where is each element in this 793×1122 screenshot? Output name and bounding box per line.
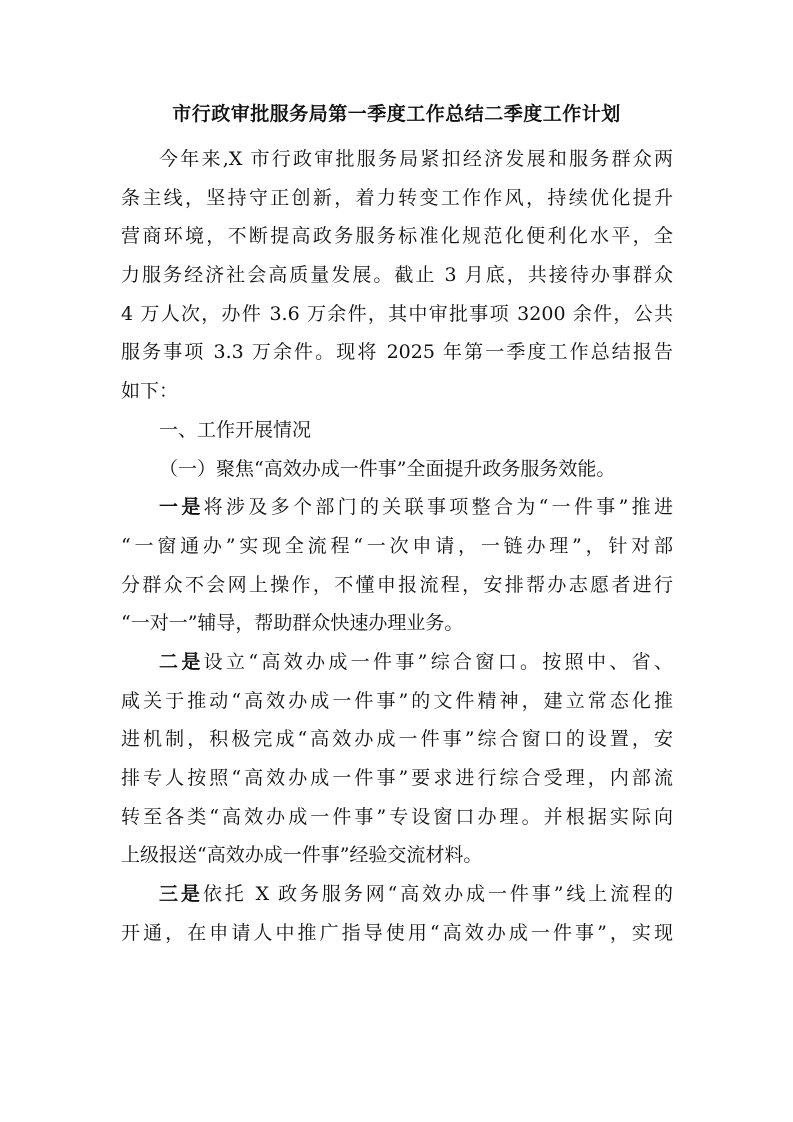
point-line: “一窗通办”实现全流程“一次申请，一链办理”，针对部 <box>121 534 673 557</box>
point-first-line <box>121 875 673 914</box>
point-line: 排专人按照“高效办成一件事”要求进行综合受理，内部流 <box>121 767 673 789</box>
point-first-line <box>121 643 673 682</box>
intro-line: 今年来,X 市行政审批服务局紧扣经济发展和服务群众两 <box>159 148 673 170</box>
point-lead: 二是 <box>159 650 204 673</box>
section-heading: 一、工作开展情况 <box>159 418 312 441</box>
point-line: 分群众不会网上操作，不懂申报流程，安排帮办志愿者进行 <box>121 573 673 596</box>
point-line: 上级报送“高效办成一件事”经验交流材料。 <box>121 844 483 867</box>
point-lead: 三是 <box>159 883 203 906</box>
intro-line: 营商环境，不断提高政务服务标准化规范化便利化水平，全 <box>121 225 673 248</box>
document-body <box>121 140 673 952</box>
point-text: 将涉及多个部门的关联事项整合为“一件事”推进 <box>203 496 673 519</box>
point-line: 进机制，积极完成“高效办成一件事”综合窗口的设置，安 <box>121 728 673 751</box>
subsection-heading: （一）聚焦“高效办成一件事”全面提升政务服务效能。 <box>159 457 616 480</box>
point-text: 依托 X 政务服务网“高效办成一件事”线上流程的 <box>202 883 673 906</box>
point-line: 咸关于推动“高效办成一件事”的文件精神，建立常态化推 <box>121 689 673 712</box>
document-title: 市行政审批服务局第一季度工作总结二季度工作计划 <box>172 103 621 125</box>
point-line: “一对一”辅导，帮助群众快速办理业务。 <box>121 612 464 635</box>
point-first-line <box>121 488 673 527</box>
point-text: 设立“高效办成一件事”综合窗口。按照中、省、 <box>203 650 673 673</box>
point-lead: 一是 <box>159 496 204 519</box>
intro-line: 服务事项 3.3 万余件。现将 2025 年第一季度工作总结报告 <box>121 341 673 364</box>
intro-line: 如下： <box>121 380 179 403</box>
point-line: 转至各类“高效办成一件事”专设窗口办理。并根据实际向 <box>121 805 673 828</box>
point-line: 开通，在申请人中推广指导使用“高效办成一件事”，实现 <box>121 921 673 944</box>
intro-line: 4 万人次，办件 3.6 万余件，其中审批事项 3200 余件，公共 <box>121 302 673 325</box>
intro-line: 条主线，坚持守正创新，着力转变工作作风，持续优化提升 <box>121 186 673 209</box>
intro-line: 力服务经济社会高质量发展。截止 3 月底，共接待办事群众 <box>121 264 673 287</box>
